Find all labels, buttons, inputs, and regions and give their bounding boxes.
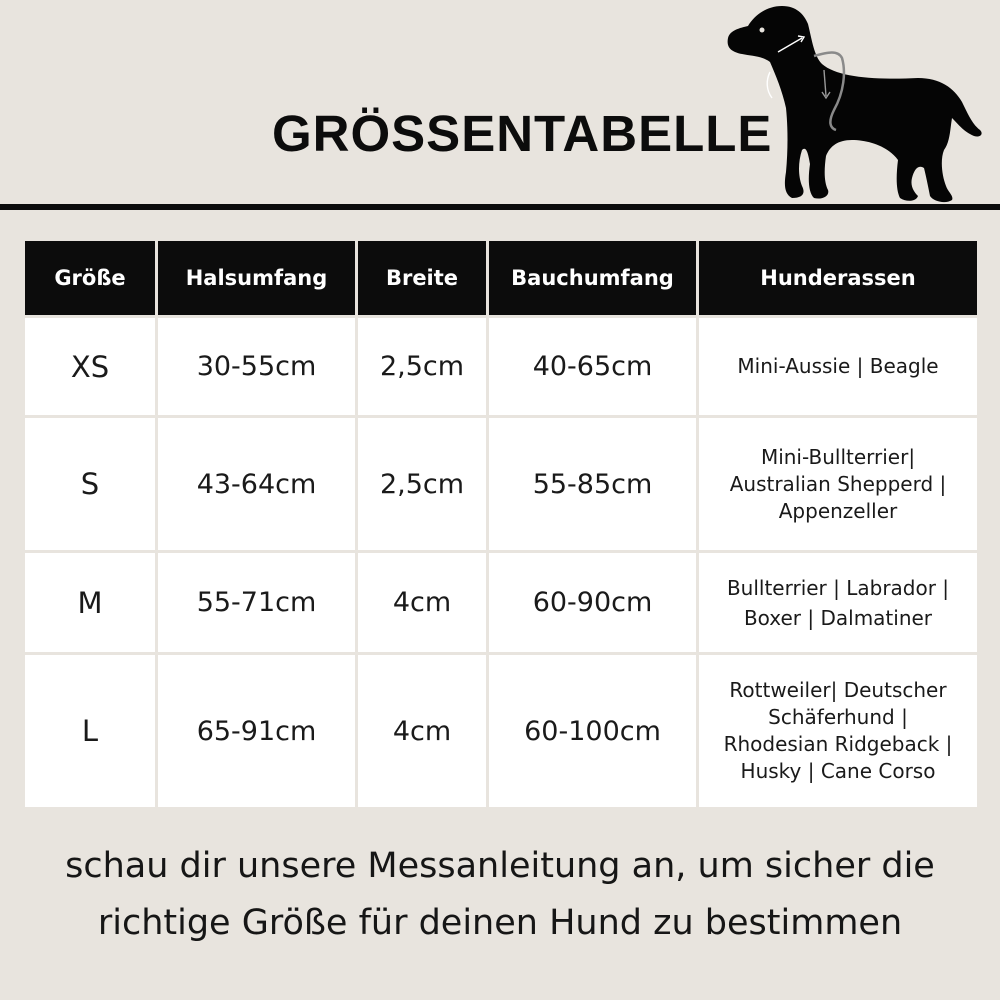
footer-line-2: richtige Größe für deinen Hund zu bestimmen (97, 903, 903, 943)
belly-cell: 55-85cm (489, 418, 696, 550)
width-cell: 2,5cm (358, 318, 486, 415)
neck-cell: 65-91cm (158, 655, 355, 807)
breeds-line: Appenzeller (778, 498, 898, 523)
footer-line-1: schau dir unsere Messanleitung an, um sicher die (65, 846, 935, 886)
size-cell: L (25, 655, 155, 807)
header-width: Breite (358, 241, 486, 315)
neck-cell: 30-55cm (158, 318, 355, 415)
neck-cell: 43-64cm (158, 418, 355, 550)
breeds-line: Boxer | Dalmatiner (743, 605, 933, 630)
belly-cell: 60-100cm (489, 655, 696, 807)
neck-cell: 55-71cm (158, 553, 355, 652)
breeds-line: Australian Shepperd | (729, 471, 947, 496)
breeds-line: Schäferhund | (768, 705, 908, 730)
width-cell: 2,5cm (358, 418, 486, 550)
size-cell: M (25, 553, 155, 652)
breeds-cell (699, 418, 977, 550)
header-belly: Bauchumfang (489, 241, 696, 315)
title-divider (0, 204, 1000, 210)
belly-cell: 40-65cm (489, 318, 696, 415)
footer-text (0, 838, 1000, 952)
breeds-cell (699, 655, 977, 807)
size-cell: XS (25, 318, 155, 415)
breeds-cell (699, 553, 977, 652)
size-table (22, 238, 980, 810)
page-title: GRÖSSENTABELLE (272, 105, 773, 162)
table-header-row (25, 241, 977, 315)
header-breeds: Hunderassen (699, 241, 977, 315)
breeds-line: Bullterrier | Labrador | (726, 575, 950, 600)
breeds-line: Rhodesian Ridgeback | (723, 732, 953, 757)
belly-cell: 60-90cm (489, 553, 696, 652)
table-row (25, 418, 977, 550)
breeds-line: Mini-Bullterrier| (760, 444, 916, 469)
breeds-line: Husky | Cane Corso (740, 759, 936, 784)
table-row (25, 655, 977, 807)
header-size: Größe (25, 241, 155, 315)
table-row (25, 553, 977, 652)
size-cell: S (25, 418, 155, 550)
width-cell: 4cm (358, 553, 486, 652)
width-cell: 4cm (358, 655, 486, 807)
header-neck: Halsumfang (158, 241, 355, 315)
breeds-line: Rottweiler| Deutscher (729, 678, 947, 703)
table-row (25, 318, 977, 415)
dog-silhouette-icon (718, 0, 986, 210)
breeds-line: Mini-Aussie | Beagle (737, 354, 939, 378)
breeds-cell (699, 318, 977, 415)
